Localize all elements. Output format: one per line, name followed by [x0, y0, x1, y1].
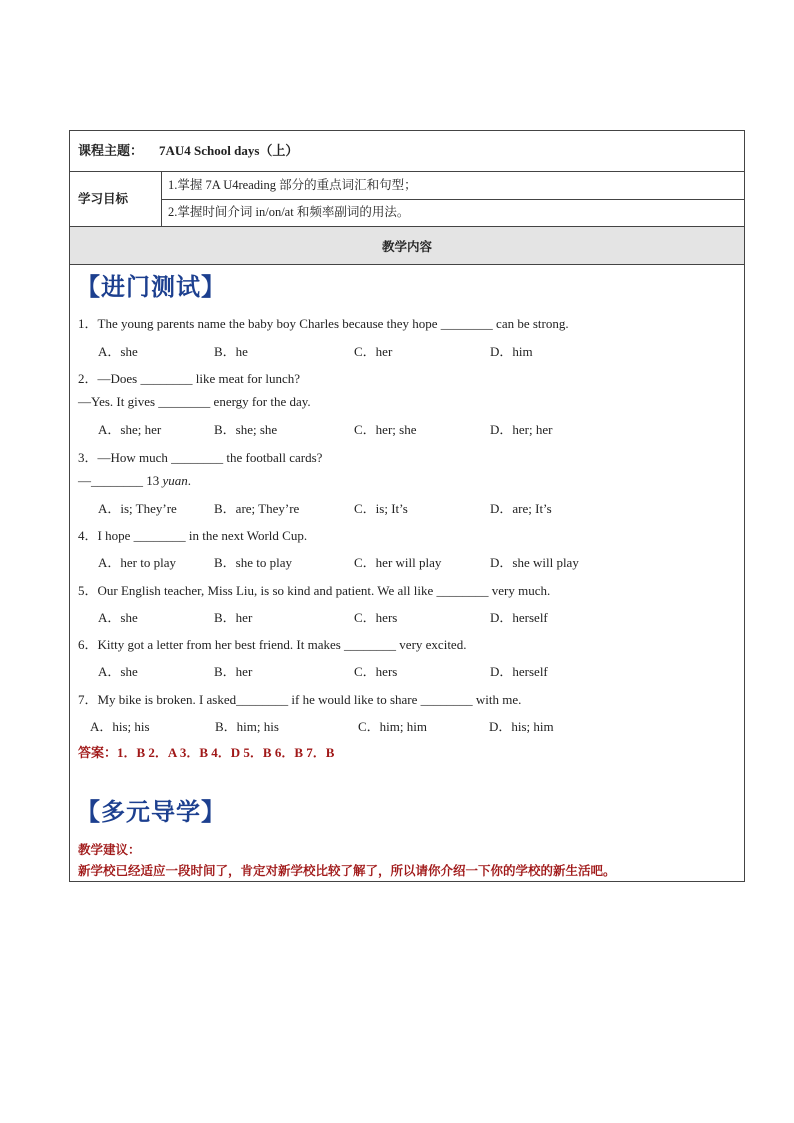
content-header-row	[70, 227, 744, 265]
q1-option-b: B．he	[214, 344, 248, 359]
goals-row	[70, 172, 744, 227]
suggestion-text: 新学校已经适应一段时间了，肯定对新学校比较了解了，所以请你介绍一下你的学校的新生活吧。	[78, 864, 616, 878]
q3-option-d: D．are; It’s	[490, 501, 552, 516]
q6-option-d: D．herself	[490, 664, 548, 679]
q2-option-a: A．she; her	[98, 422, 162, 437]
question-2: 2．—Does ________ like meat for lunch?	[78, 371, 301, 386]
goal-box	[161, 172, 744, 226]
q3-option-a: A．is; They’re	[98, 501, 177, 516]
q4-option-c: C．her will play	[354, 555, 442, 570]
question-7: 7．My bike is broken. I asked________ if he would like to share ________ with me.	[78, 692, 522, 707]
question-5: 5．Our English teacher, Miss Liu, is so kind and patient. We all like ________ very much.	[78, 583, 551, 598]
question-4: 4．I hope ________ in the next World Cup.	[78, 528, 308, 543]
q2-option-b: B．she; she	[214, 422, 278, 437]
answer-key: 答案：1．B 2．A 3．B 4．D 5．B 6．B 7．B	[78, 745, 335, 760]
q3-reply-start: —________ 13	[78, 473, 163, 488]
suggestion-label: 教学建议：	[78, 843, 141, 857]
q5-option-a: A．she	[98, 610, 138, 625]
q6-option-a: A．she	[98, 664, 138, 679]
entry-test-title: 【进门测试】	[76, 275, 226, 301]
q4-option-a: A．her to play	[98, 555, 176, 570]
q1-option-d: D．him	[490, 344, 533, 359]
q7-option-d: D．his; him	[489, 719, 554, 734]
q3-option-b: B．are; They’re	[214, 501, 300, 516]
goal-2: 2.掌握时间介词 in/on/at 和频率副词的用法。	[168, 205, 410, 219]
topic-label: 课程主题：	[78, 143, 144, 158]
q7-option-c: C．him; him	[358, 719, 427, 734]
q5-option-d: D．herself	[490, 610, 548, 625]
q3-reply-yuan: yuan	[162, 473, 188, 488]
q6-option-b: B．her	[214, 664, 253, 679]
q3-option-c: C．is; It’s	[354, 501, 408, 516]
content-label: 教学内容	[381, 240, 432, 254]
topic	[78, 140, 298, 159]
question-3: 3．—How much ________ the football cards?	[78, 450, 323, 465]
q5-option-b: B．her	[214, 610, 253, 625]
guide-title: 【多元导学】	[76, 800, 226, 826]
question-2-reply: —Yes. It gives ________ energy for the day.	[78, 394, 311, 409]
q3-reply-end: .	[187, 473, 192, 488]
question-6: 6．Kitty got a letter from her best friend. It makes ________ very excited.	[78, 637, 467, 652]
lesson-sheet	[69, 130, 745, 882]
goal-1: 1.掌握 7A U4reading 部分的重点词汇和句型；	[168, 178, 417, 192]
topic-value: 7AU4 School days（上）	[159, 143, 299, 158]
question-3-reply	[78, 473, 191, 489]
q6-option-c: C．hers	[354, 664, 398, 679]
topic-row	[70, 131, 744, 172]
q4-option-b: B．she to play	[214, 555, 292, 570]
q7-option-b: B．him; his	[215, 719, 279, 734]
question-1: 1．The young parents name the baby boy Charles because they hope ________ can be strong.	[78, 316, 569, 331]
q5-option-c: C．hers	[354, 610, 398, 625]
q2-option-d: D．her; her	[490, 422, 553, 437]
q1-option-a: A．she	[98, 344, 138, 359]
q1-option-c: C．her	[354, 344, 393, 359]
goal-label: 学习目标	[78, 192, 129, 206]
goal-divider	[162, 199, 744, 200]
q7-option-a: A．his; his	[90, 719, 150, 734]
q4-option-d: D．she will play	[490, 555, 579, 570]
q2-option-c: C．her; she	[354, 422, 417, 437]
